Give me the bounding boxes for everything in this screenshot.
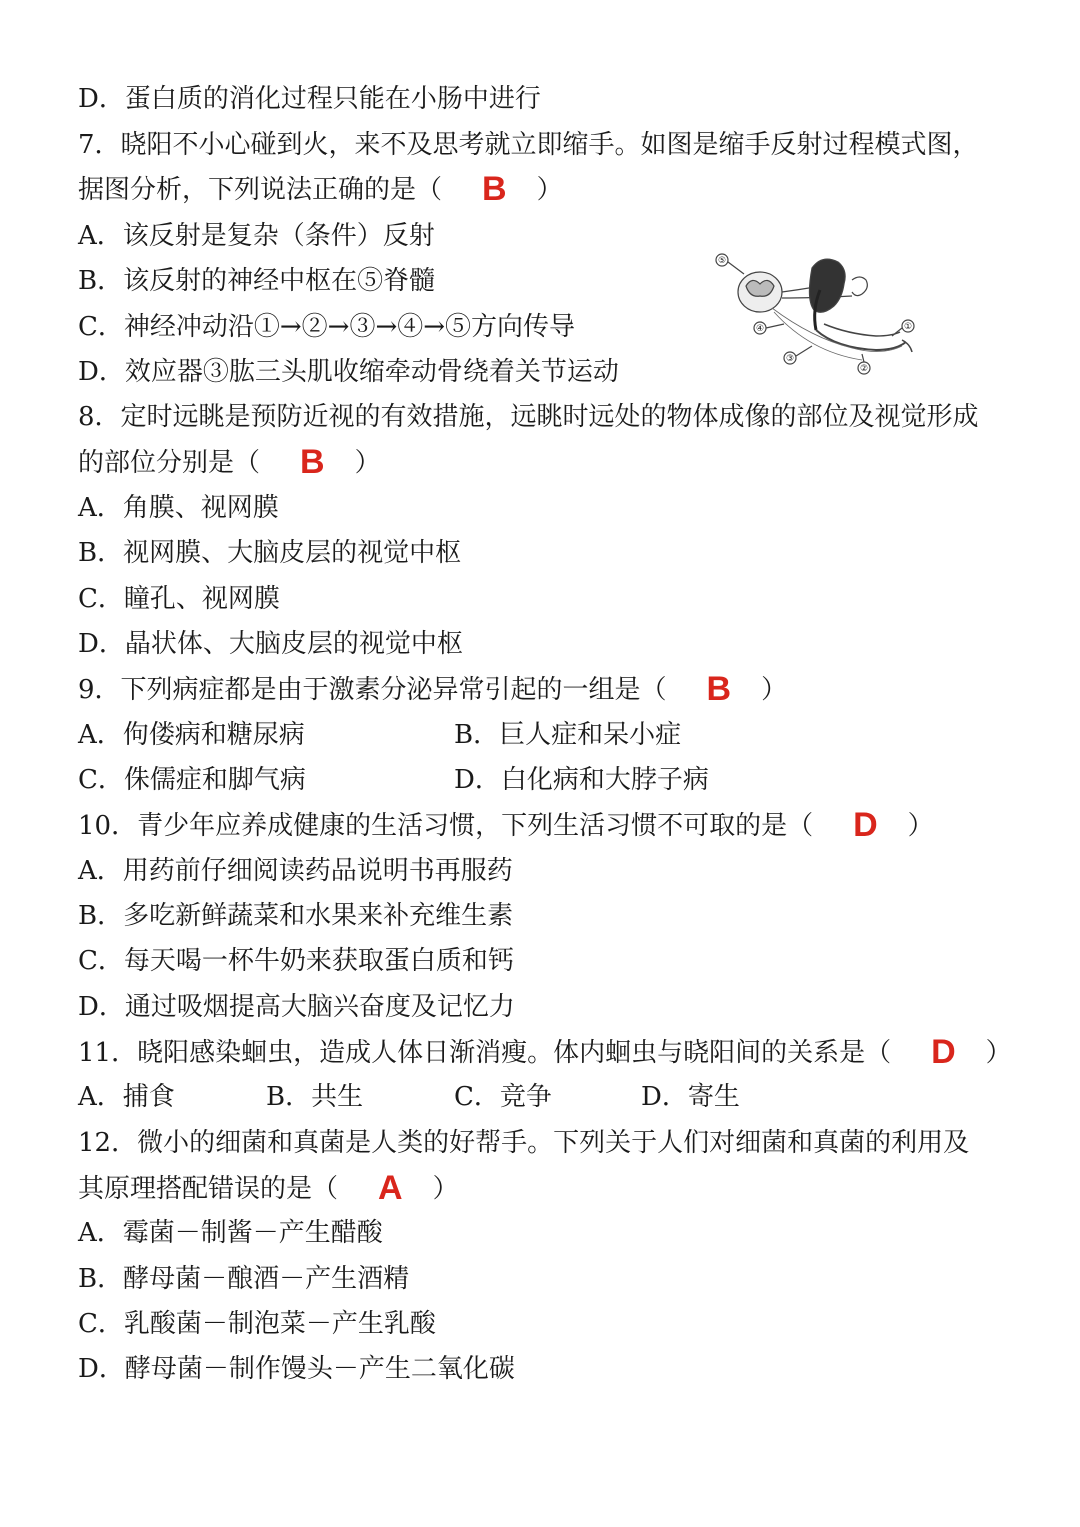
- q9-option-d: D．白化病和大脖子病: [454, 765, 709, 795]
- q11-option-b: B．共生: [266, 1082, 364, 1112]
- q9-stem: 9．下列病症都是由于激素分泌异常引起的一组是（ B ）: [78, 670, 788, 708]
- q10-option-b: B．多吃新鲜蔬菜和水果来补充维生素: [78, 901, 514, 931]
- q7-option-d: D．效应器③肱三头肌收缩牵动骨绕着关节运动: [78, 357, 619, 387]
- q7-stem-line1: 7．晓阳不小心碰到火，来不及思考就立即缩手。如图是缩手反射过程模式图，: [78, 130, 979, 160]
- q10-option-d: D．通过吸烟提高大脑兴奋度及记忆力: [78, 992, 515, 1022]
- q7-answer: B: [482, 170, 507, 208]
- q7-option-c: C．神经冲动沿①→②→③→④→⑤方向传导: [78, 312, 576, 342]
- q12-option-c: C．乳酸菌－制泡菜－产生乳酸: [78, 1309, 436, 1339]
- q7-option-b: B．该反射的神经中枢在⑤脊髓: [78, 266, 436, 296]
- q8-option-d: D．晶状体、大脑皮层的视觉中枢: [78, 629, 463, 659]
- q9-option-c: C．侏儒症和脚气病: [78, 765, 306, 795]
- q8-answer: B: [300, 443, 325, 481]
- q11-stem: 11．晓阳感染蛔虫，造成人体日渐消瘦。体内蛔虫与晓阳间的关系是（ D ）: [78, 1033, 1012, 1071]
- q10-answer: D: [853, 806, 878, 844]
- q12-stem-line2: 其原理搭配错误的是（ A ）: [78, 1169, 459, 1207]
- q11-option-c: C．竞争: [454, 1082, 552, 1112]
- figure-label-3: ③: [785, 354, 795, 364]
- q11-option-a: A．捕食: [78, 1082, 175, 1112]
- q11-answer: D: [931, 1033, 956, 1071]
- q9-option-a: A．佝偻病和糖尿病: [78, 720, 305, 750]
- q8-option-b: B．视网膜、大脑皮层的视觉中枢: [78, 538, 462, 568]
- figure-label-1: ①: [903, 322, 913, 332]
- figure-label-4: ④: [755, 324, 765, 334]
- q10-stem: 10．青少年应养成健康的生活习惯，下列生活习惯不可取的是（ D ）: [78, 806, 934, 844]
- q8-stem-line2: 的部位分别是（ B ）: [78, 443, 381, 481]
- q8-option-c: C．瞳孔、视网膜: [78, 584, 280, 614]
- reflex-arc-figure: [712, 250, 922, 380]
- q7-option-a: A．该反射是复杂（条件）反射: [78, 221, 435, 251]
- q12-answer: A: [378, 1169, 403, 1207]
- q12-option-a: A．霉菌－制酱－产生醋酸: [78, 1218, 383, 1248]
- q8-option-a: A．角膜、视网膜: [78, 493, 279, 523]
- q10-option-c: C．每天喝一杯牛奶来获取蛋白质和钙: [78, 946, 514, 976]
- q12-option-b: B．酵母菌－酿酒－产生酒精: [78, 1264, 410, 1294]
- q12-option-d: D．酵母菌－制作馒头－产生二氧化碳: [78, 1354, 515, 1384]
- q9-option-b: B．巨人症和呆小症: [454, 720, 682, 750]
- q11-option-d: D．寄生: [641, 1082, 740, 1112]
- q12-stem-line1: 12．微小的细菌和真菌是人类的好帮手。下列关于人们对细菌和真菌的利用及: [78, 1128, 970, 1158]
- q8-stem-line1: 8．定时远眺是预防近视的有效措施，远眺时远处的物体成像的部位及视觉形成: [78, 402, 979, 432]
- q9-answer: B: [706, 670, 732, 708]
- q6-option-d: D．蛋白质的消化过程只能在小肠中进行: [78, 84, 541, 114]
- figure-label-5: ⑤: [717, 256, 727, 266]
- q10-option-a: A．用药前仔细阅读药品说明书再服药: [78, 856, 513, 886]
- q7-stem-line2: 据图分析，下列说法正确的是（ B ）: [78, 170, 563, 208]
- figure-label-2: ②: [859, 364, 869, 374]
